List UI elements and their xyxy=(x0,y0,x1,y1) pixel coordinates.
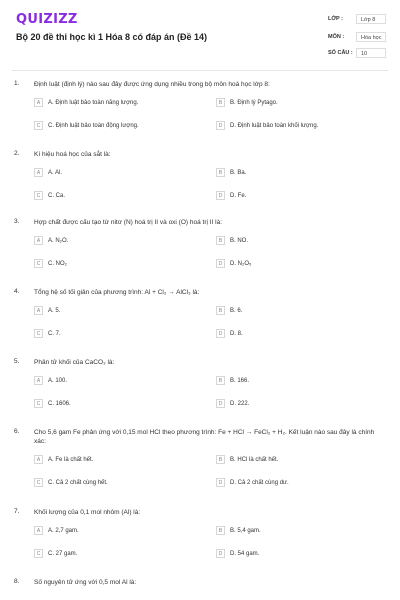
option-badge: B xyxy=(216,306,225,315)
header-divider xyxy=(12,70,388,71)
option-label: C. NO₂ xyxy=(48,261,67,268)
question-text: Cho 5,6 gam Fe phản ứng với 0,15 mol HCl theo phương trình: Fe + HCl → FeCl₂ + H₂. Kết luận nào sau đây là chính xác: xyxy=(34,429,375,445)
answer-option-d[interactable] xyxy=(216,478,378,489)
option-label: C. Ca. xyxy=(48,193,66,200)
option-badge: B xyxy=(216,236,225,245)
answer-option-b[interactable] xyxy=(216,236,378,247)
answer-option-c[interactable] xyxy=(34,549,196,560)
question-text: Số nguyên tử ứng với 0,5 mol Al là: xyxy=(34,579,137,586)
option-label: D. Fe. xyxy=(230,193,247,200)
option-label: C. Định luật bảo toàn động lượng. xyxy=(48,123,139,130)
question-number: 2. xyxy=(14,150,20,157)
option-label: C. 7. xyxy=(48,331,61,338)
option-badge: B xyxy=(216,455,225,464)
option-badge: C xyxy=(34,399,43,408)
meta-value-count: 10 xyxy=(356,48,386,58)
answer-option-b[interactable] xyxy=(216,98,378,109)
answer-option-c[interactable] xyxy=(34,191,196,202)
option-label: D. 54 gam. xyxy=(230,551,260,558)
meta-value-subject: Hóa học xyxy=(356,32,386,42)
question-text: Hợp chất được cấu tạo từ nitơ (N) hoá trị II và oxi (O) hoá trị II là: xyxy=(34,219,223,226)
answer-option-b[interactable] xyxy=(216,455,378,466)
meta-label-class: LỚP : xyxy=(328,16,343,22)
question-number: 5. xyxy=(14,358,20,365)
answer-option-c[interactable] xyxy=(34,399,196,410)
quizizz-logo: QUIZIZZ xyxy=(16,12,78,27)
meta-value-class: Lớp 8 xyxy=(356,14,386,24)
option-label: A. 2,7 gam. xyxy=(48,528,79,535)
answer-option-d[interactable] xyxy=(216,329,378,340)
answer-option-d[interactable] xyxy=(216,259,378,270)
option-badge: A xyxy=(34,306,43,315)
answer-option-c[interactable] xyxy=(34,121,196,132)
answer-option-c[interactable] xyxy=(34,329,196,340)
option-badge: A xyxy=(34,168,43,177)
option-label: A. 5. xyxy=(48,308,61,315)
option-label: B. NO. xyxy=(230,238,249,245)
option-badge: D xyxy=(216,191,225,200)
question-text: Phân tử khối của CaCO₃ là: xyxy=(34,359,115,366)
option-label: C. 1606. xyxy=(48,401,71,408)
option-label: B. 5,4 gam. xyxy=(230,528,261,535)
question-number: 6. xyxy=(14,428,20,435)
meta-label-count: SỐ CÂU : xyxy=(328,50,353,56)
option-badge: D xyxy=(216,329,225,338)
option-badge: A xyxy=(34,526,43,535)
option-badge: B xyxy=(216,98,225,107)
option-badge: D xyxy=(216,121,225,130)
option-label: D. 8. xyxy=(230,331,243,338)
option-label: B. Ba. xyxy=(230,170,247,177)
answer-option-a[interactable] xyxy=(34,455,196,466)
meta-label-subject: MÔN : xyxy=(328,34,345,40)
answer-option-b[interactable] xyxy=(216,306,378,317)
answer-option-d[interactable] xyxy=(216,549,378,560)
option-badge: D xyxy=(216,478,225,487)
answer-option-d[interactable] xyxy=(216,121,378,132)
question-text: Định luật (định lý) nào sau đây được ứng dụng nhiều trong bộ môn hoá học lớp 8: xyxy=(34,81,270,88)
option-badge: B xyxy=(216,168,225,177)
option-badge: B xyxy=(216,376,225,385)
answer-option-a[interactable] xyxy=(34,236,196,247)
option-label: D. N₂O₅ xyxy=(230,261,252,268)
option-label: A. 100. xyxy=(48,378,68,385)
answer-option-a[interactable] xyxy=(34,526,196,537)
option-badge: A xyxy=(34,236,43,245)
answer-option-a[interactable] xyxy=(34,98,196,109)
question-text: Tổng hệ số tối giản của phương trình: Al + Cl₂ → AlCl₃ là: xyxy=(34,289,200,296)
option-badge: D xyxy=(216,259,225,268)
option-label: C. 27 gam. xyxy=(48,551,78,558)
answer-option-d[interactable] xyxy=(216,191,378,202)
answer-option-d[interactable] xyxy=(216,399,378,410)
option-label: B. HCl là chất hết. xyxy=(230,457,279,464)
answer-option-b[interactable] xyxy=(216,376,378,387)
option-badge: C xyxy=(34,191,43,200)
option-label: C. Cả 2 chất cùng hết. xyxy=(48,480,108,487)
option-badge: D xyxy=(216,549,225,558)
option-label: A. Định luật bảo toàn năng lượng. xyxy=(48,100,139,107)
option-badge: A xyxy=(34,376,43,385)
question-number: 3. xyxy=(14,218,20,225)
option-label: B. Định lý Pytago. xyxy=(230,100,278,107)
question-number: 1. xyxy=(14,80,20,87)
answer-option-a[interactable] xyxy=(34,376,196,387)
answer-option-b[interactable] xyxy=(216,168,378,179)
option-label: A. Al. xyxy=(48,170,63,177)
option-label: D. Định luật bảo toàn khối lượng. xyxy=(230,123,319,130)
question-text: Khối lượng của 0,1 mol nhôm (Al) là: xyxy=(34,509,141,516)
answer-option-a[interactable] xyxy=(34,306,196,317)
answer-option-c[interactable] xyxy=(34,259,196,270)
answer-option-a[interactable] xyxy=(34,168,196,179)
question-number: 8. xyxy=(14,578,20,585)
option-badge: C xyxy=(34,478,43,487)
header xyxy=(0,0,400,72)
option-badge: C xyxy=(34,549,43,558)
option-badge: A xyxy=(34,455,43,464)
option-badge: C xyxy=(34,121,43,130)
option-label: B. 166. xyxy=(230,378,250,385)
option-label: D. Cả 2 chất cùng dư. xyxy=(230,480,289,487)
question-number: 4. xyxy=(14,288,20,295)
option-badge: C xyxy=(34,329,43,338)
page-title: Bộ 20 đề thi học kì 1 Hóa 8 có đáp án (Đề 14) xyxy=(16,32,208,42)
option-label: D. 222. xyxy=(230,401,250,408)
option-label: B. 6. xyxy=(230,308,243,315)
option-badge: C xyxy=(34,259,43,268)
answer-option-b[interactable] xyxy=(216,526,378,537)
question-text: Kí hiệu hoá học của sắt là: xyxy=(34,151,111,158)
answer-option-c[interactable] xyxy=(34,478,196,489)
option-badge: B xyxy=(216,526,225,535)
option-badge: D xyxy=(216,399,225,408)
question-number: 7. xyxy=(14,508,20,515)
option-label: A. N₂O. xyxy=(48,238,69,245)
option-label: A. Fe là chất hết. xyxy=(48,457,94,464)
option-badge: A xyxy=(34,98,43,107)
